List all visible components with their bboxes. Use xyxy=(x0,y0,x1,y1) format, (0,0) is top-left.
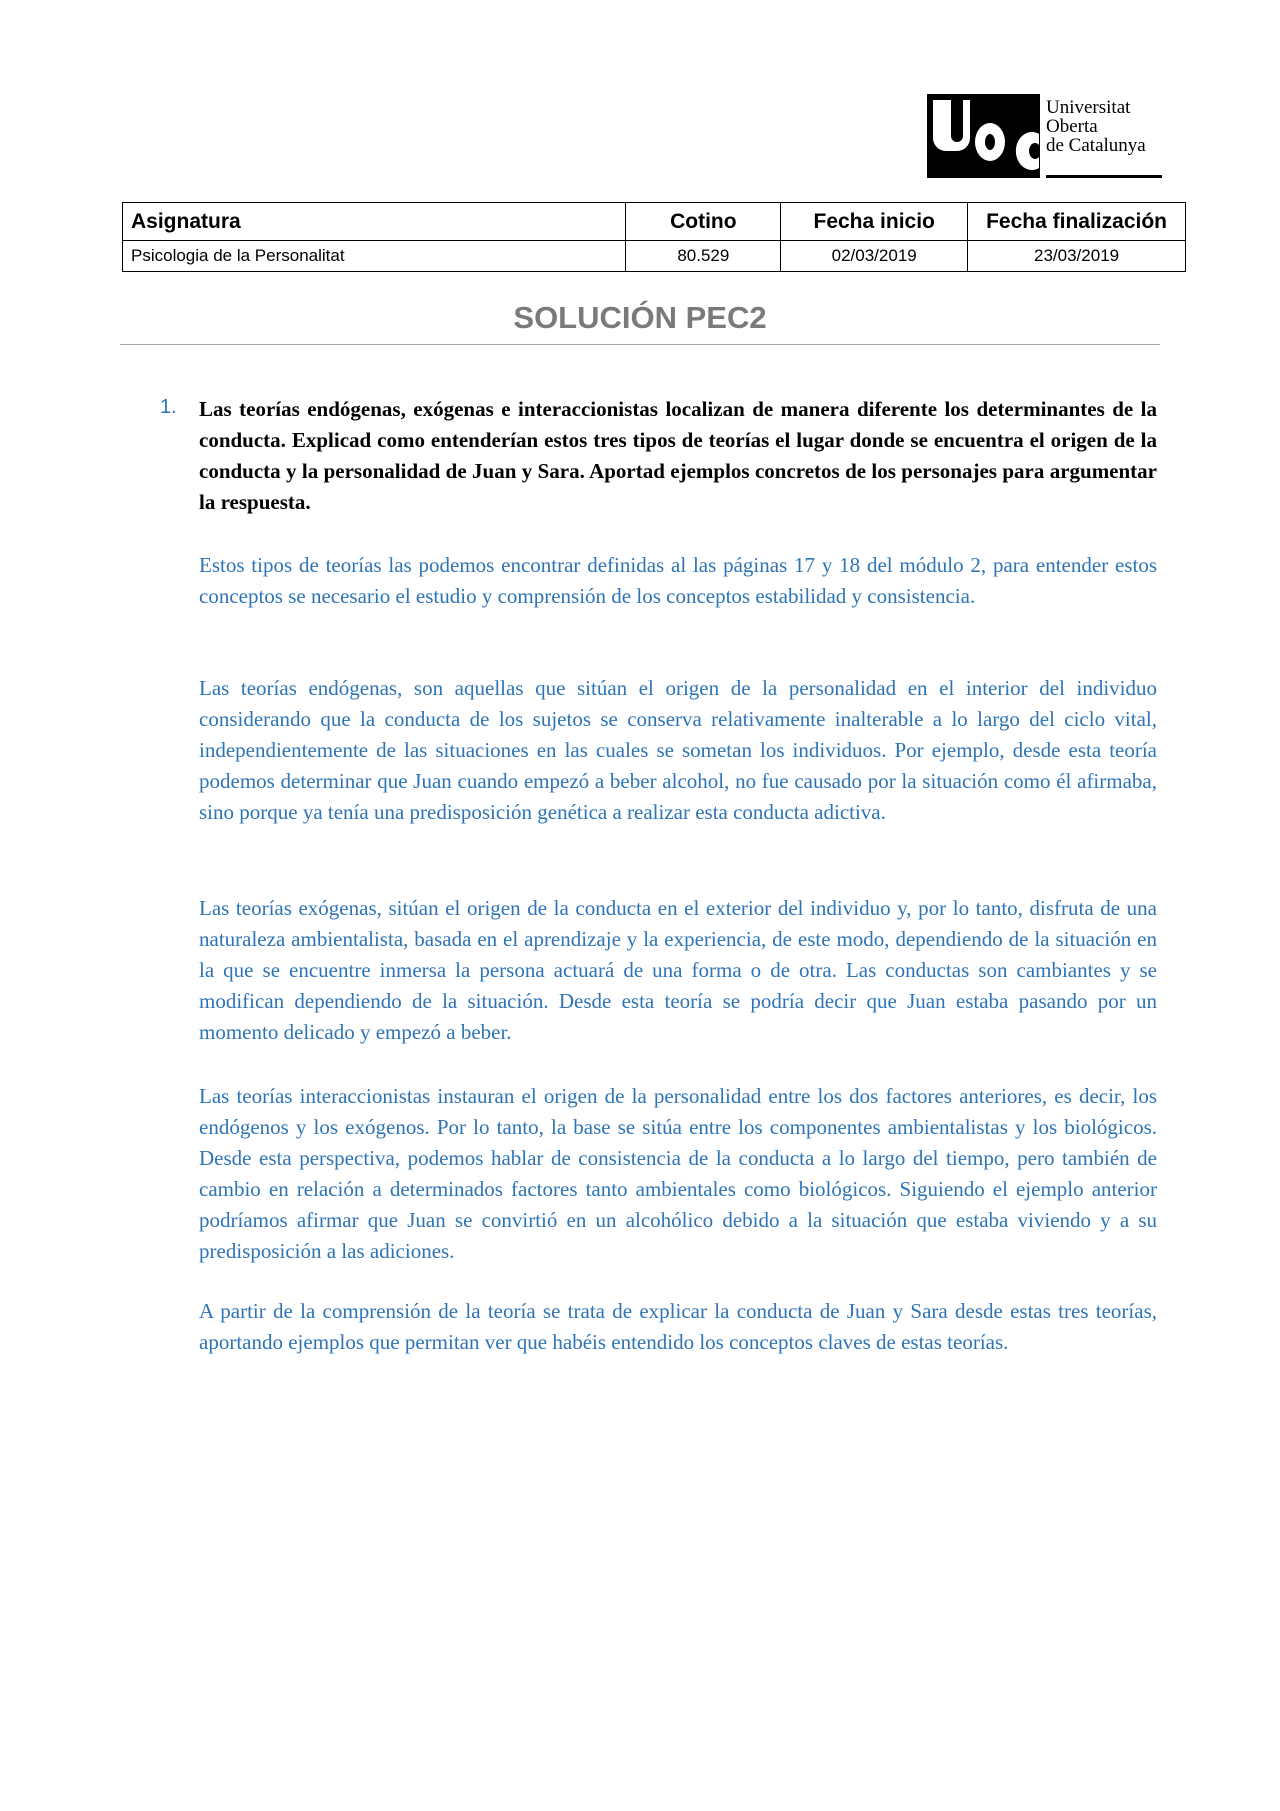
logo-line-3: de Catalunya xyxy=(1046,135,1146,156)
answer-paragraph-4: Las teorías interaccionistas instauran el origen de la personalidad entre los dos factores anteriores, es decir, los endógenos y los exógenos. Por lo tanto, la base se sitúa entre los componentes ambientalistas y los biológicos. Desde esta perspectiva, podemos hablar de consistencia de la conducta a lo largo del tiempo, pero también de cambio en relación a determinados factores tanto ambientales como biológicos. Siguiendo el ejemplo anterior podríamos afirmar que Juan se convirtió en un alcohólico debido a la situación que estaba viviendo y a su predisposición a las adiciones. xyxy=(199,1084,1157,1263)
cell-cotino: 80.529 xyxy=(626,241,781,272)
question-number: 1. xyxy=(160,396,177,418)
answer-paragraph-5: A partir de la comprensión de la teoría se trata de explicar la conducta de Juan y Sara desde estas tres teorías, aportando ejemplos que permitan ver que habéis entendido los conceptos claves de estas teorías. xyxy=(199,1299,1157,1354)
header-fecha-finalizacion: Fecha finalización xyxy=(968,203,1186,241)
uoc-logo-mark-icon xyxy=(927,94,1040,178)
uoc-logo-text xyxy=(1046,94,1162,178)
cell-fecha-inicio: 02/03/2019 xyxy=(781,241,968,272)
question-text: Las teorías endógenas, exógenas e interaccionistas localizan de manera diferente los determinantes de la conducta. Explicad como entenderían estos tres tipos de teorías el lugar donde se encuentra el origen de la conducta y la personalidad de Juan y Sara. Aportad ejemplos concretos de los personajes para argumentar la respuesta. xyxy=(199,397,1157,514)
header-cotino: Cotino xyxy=(626,203,781,241)
uoc-logo xyxy=(927,94,1162,178)
course-info-table xyxy=(122,202,1186,272)
header-asignatura: Asignatura xyxy=(123,203,626,241)
answer-paragraph-1: Estos tipos de teorías las podemos encontrar definidas al las páginas 17 y 18 del módulo 2, para entender estos conceptos se necesario el estudio y comprensión de los conceptos estabilidad y consistencia. xyxy=(199,553,1157,608)
logo-line-2: Oberta xyxy=(1046,116,1098,137)
answer-paragraph-3: Las teorías exógenas, sitúan el origen de la conducta en el exterior del individuo y, por lo tanto, disfruta de una naturaleza ambientalista, basada en el aprendizaje y la experiencia, de este modo, dependiendo de la situación en la que se encuentre inmersa la persona actuará de una forma o de otra. Las conductas son cambiantes y se modifican dependiendo de la situación. Desde esta teoría se podría decir que Juan estaba pasando por un momento delicado y empezó a beber. xyxy=(199,896,1157,1044)
cell-asignatura: Psicologia de la Personalitat xyxy=(123,241,626,272)
cell-fecha-finalizacion: 23/03/2019 xyxy=(968,241,1186,272)
table-row xyxy=(123,241,1186,272)
answer-paragraph-2: Las teorías endógenas, son aquellas que sitúan el origen de la personalidad en el interior del individuo considerando que la conducta de los sujetos se conserva relativamente inalterable a lo largo del ciclo vital, independientemente de las situaciones en las cuales se sometan los individuos. Por ejemplo, desde esta teoría podemos determinar que Juan cuando empezó a beber alcohol, no fue causado por la situación como él afirmaba, sino porque ya tenía una predisposición genética a realizar esta conducta adictiva. xyxy=(199,676,1157,824)
table-header-row xyxy=(123,203,1186,241)
title-divider xyxy=(120,344,1160,345)
header-fecha-inicio: Fecha inicio xyxy=(781,203,968,241)
page-title: SOLUCIÓN PEC2 xyxy=(513,300,767,335)
logo-line-1: Universitat xyxy=(1046,97,1131,118)
